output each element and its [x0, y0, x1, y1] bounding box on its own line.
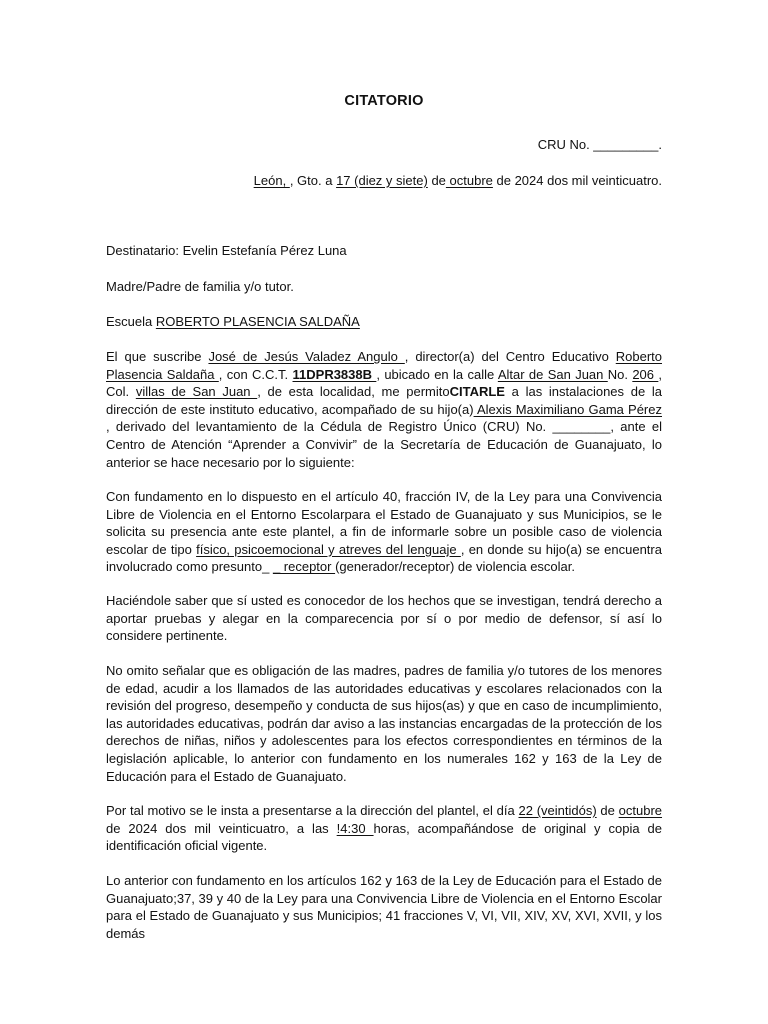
- text: horas, acompañándose de original y copia de identificación oficial vigente.: [106, 820, 663, 854]
- text: Por tal motivo se le insta a presentarse a la dirección del plantel, el día: [106, 803, 519, 818]
- text: , de esta localidad, me permito: [257, 384, 450, 400]
- date-month: octubre: [445, 173, 493, 188]
- date-city: León,: [253, 173, 290, 188]
- text: (generador/receptor) de violencia escolar.: [335, 559, 576, 575]
- text: Con fundamento en lo dispuesto en el artículo 40, fracción IV, de la Ley para una Convivencia Libre de Violencia en el Entorno Escolarpara el Estado de Guanajuato y sus Municipios, se le solicita su presencia ante este plantel, a fin de informarle sobre un posible caso de violencia escolar de tipo: [106, 489, 662, 557]
- violence-type: físico, psicoemocional y atreves del lenguaje: [196, 541, 461, 557]
- text: de 2024 dos mil veinticuatro, a las: [106, 820, 337, 836]
- citarle-word: CITARLE: [449, 384, 505, 400]
- school-name: ROBERTO PLASENCIA SALDAÑA: [155, 314, 360, 329]
- date-day: 17 (diez y siete): [336, 173, 428, 188]
- school-center-name: Roberto Plasencia Saldaña: [106, 349, 662, 382]
- text: , derivado del levantamiento de la Cédula de Registro Único (CRU) No. ________, ante el Centro de Atención “Aprender a Convivir” de la Secretaría de Educación de Guanajuato, lo anterior se hace necesario por lo siguiente:: [106, 419, 662, 470]
- text: El que suscribe: [106, 349, 209, 364]
- recipient-line: Destinatario: Evelin Estefanía Pérez Luna: [106, 243, 347, 258]
- street-name: Altar de San Juan: [497, 366, 608, 382]
- text: a las instalaciones de la dirección de este instituto educativo, acompañado de su hijo(a): [106, 384, 662, 417]
- colony-name: villas de San Juan: [135, 384, 258, 400]
- involvement-role: _ receptor: [272, 559, 336, 575]
- paragraph-obligation: No omito señalar que es obligación de las madres, padres de familia y/o tutores de los menores de edad, acudir a los llamados de las autoridades educativas y escolares relacionados con la revisión del progreso, desempeño y conducta de sus hijos(as) y que en caso de incumplimiento, las autoridades educativas, podrán dar aviso a las instancias encargadas de la protección de los derechos de niñas, niños y adolescentes para los efectos correspondientes en términos de la legislación aplicable, lo anterior con fundamento en los numerales 162 y 163 de la Ley de Educación para el Estado de Guanajuato.: [106, 663, 662, 784]
- text: , con C.C.T.: [218, 366, 293, 382]
- date-line: [254, 172, 662, 190]
- school-prefix: Escuela: [106, 314, 156, 329]
- paragraph-citation: [106, 348, 662, 471]
- text: No.: [607, 366, 633, 382]
- director-name: José de Jesús Valadez Angulo: [208, 349, 405, 364]
- school-line: [106, 313, 360, 331]
- cct-code: 11DPR3838B: [292, 366, 377, 382]
- appointment-month: octubre: [618, 803, 663, 818]
- guardian-line: Madre/Padre de familia y/o tutor.: [106, 279, 294, 294]
- appointment-time: !4:30: [336, 820, 374, 836]
- document-title: CITATORIO: [344, 93, 424, 109]
- date-text: , Gto. a: [289, 173, 337, 188]
- child-name: Alexis Maximiliano Gama Pérez: [473, 401, 662, 417]
- street-number: 206: [632, 366, 659, 382]
- date-text: de: [427, 173, 446, 188]
- paragraph-rights: Haciéndole saber que sí usted es conocedor de los hechos que se investigan, tendrá derecho a aportar pruebas y alegar en la comparecencia por sí o por medio de defensor, sí así lo considere pertinente.: [106, 593, 662, 644]
- paragraph-foundation: Lo anterior con fundamento en los artículos 162 y 163 de la Ley de Educación para el Estado de Guanajuato;37, 39 y 40 de la Ley para una Convivencia Libre de Violencia en el Entorno Escolar para el Estado de Guanajuato y sus Municipios; 41 fracciones V, VI, VII, XIV, XV, XVI, XVII, y los demás: [106, 873, 662, 941]
- paragraph-appointment: [106, 802, 662, 855]
- appointment-day: 22 (veintidós): [518, 803, 597, 818]
- text: , ubicado en la calle: [376, 366, 498, 382]
- text: , en donde su hijo(a) se encuentra involucrado como presunto_: [106, 541, 662, 575]
- text: de: [596, 803, 619, 818]
- cru-number-line: CRU No. _________.: [537, 137, 662, 152]
- date-text: de 2024 dos mil veinticuatro.: [492, 173, 662, 188]
- text: , Col.: [106, 366, 662, 400]
- paragraph-legal-basis: [106, 488, 662, 576]
- text: , director(a) del Centro Educativo: [404, 349, 616, 364]
